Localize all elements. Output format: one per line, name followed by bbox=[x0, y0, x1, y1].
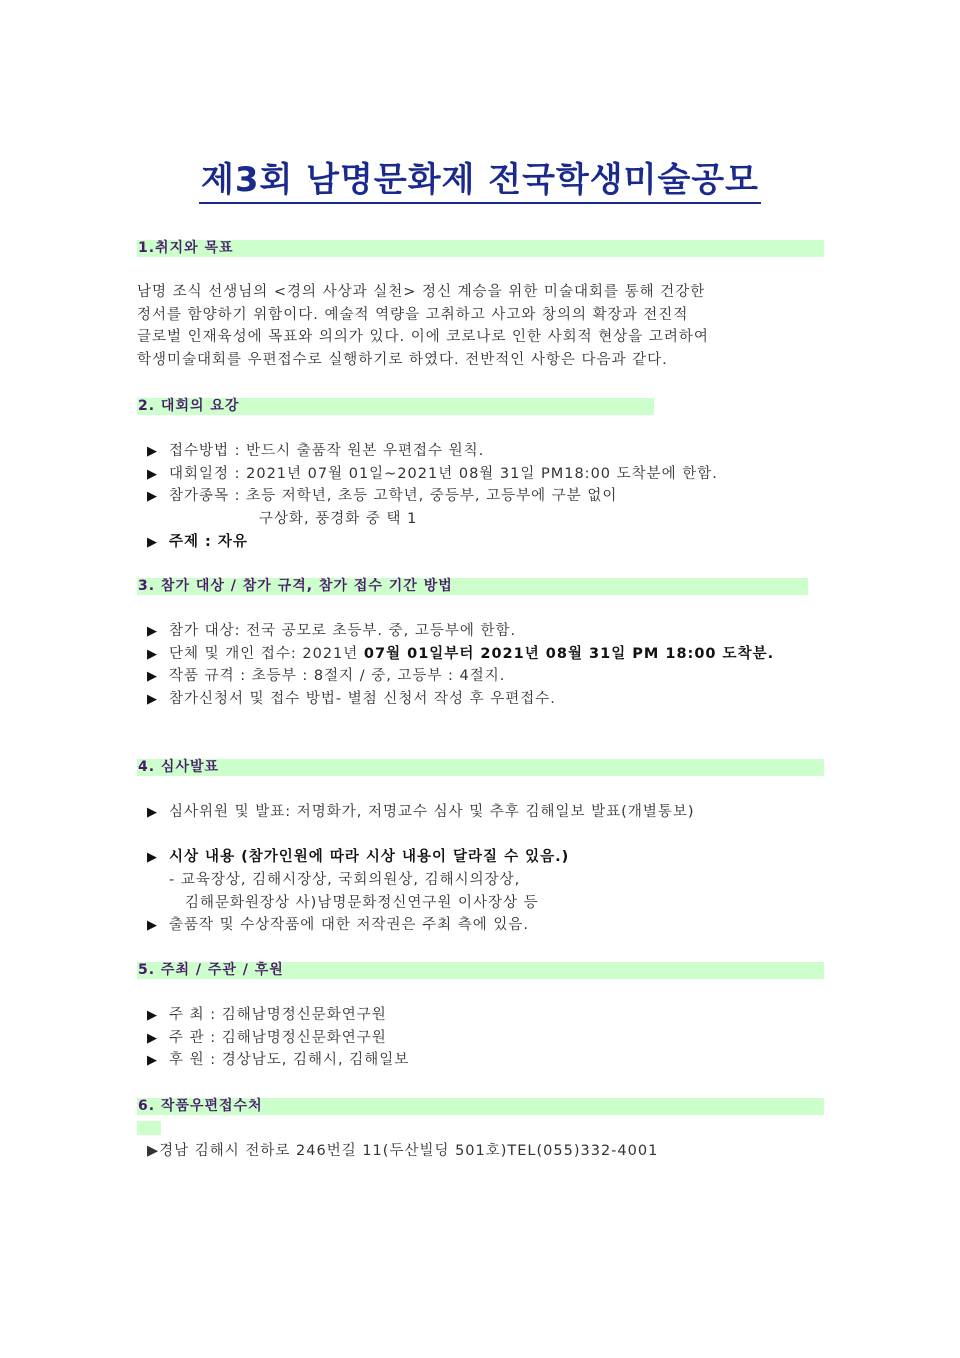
arrow-right-icon: ▶ bbox=[147, 918, 158, 934]
list-item: ▶ 대회일정 : 2021년 07월 01일~2021년 08월 31일 PM18:00 도착분에 한함. bbox=[137, 463, 718, 486]
list-item: ▶ 주 최 : 김해남명정신문화연구원 bbox=[137, 1004, 409, 1027]
list-item-theme: ▶ 주제 : 자유 bbox=[137, 531, 718, 554]
section-header-judging: 4. 심사발표 bbox=[137, 759, 824, 776]
paragraph-line: 학생미술대회를 우편접수로 실행하기로 하였다. 전반적인 사항은 다음과 같다. bbox=[137, 352, 668, 369]
section-header-eligibility: 3. 참가 대상 / 참가 규격, 참가 접수 기간 방법 bbox=[137, 578, 808, 595]
section-header-purpose: 1.취지와 목표 bbox=[137, 240, 824, 257]
page-title bbox=[0, 152, 960, 201]
arrow-right-icon: ▶ bbox=[147, 646, 158, 662]
paragraph-line: 정서를 함양하기 위함이다. 예술적 역량을 고취하고 사고와 창의의 확장과 전진적 bbox=[137, 306, 689, 323]
arrow-right-icon: ▶ bbox=[147, 1053, 158, 1069]
list-item-awards: ▶ 시상 내용 (참가인원에 따라 시상 내용이 달라질 수 있음.) bbox=[137, 846, 695, 869]
list-item: ▶ 참가신청서 및 접수 방법- 별첨 신청서 작성 후 우편접수. bbox=[137, 688, 774, 711]
list-item: ▶ 주 관 : 김해남명정신문화연구원 bbox=[137, 1027, 409, 1050]
arrow-right-icon: ▶ bbox=[147, 1030, 158, 1046]
list-item: ▶ 단체 및 개인 접수: 2021년 07월 01일부터 2021년 08월 31일 PM 18:00 도착분. bbox=[137, 643, 774, 666]
section-header-outline: 2. 대회의 요강 bbox=[137, 398, 654, 415]
outline-list bbox=[137, 440, 718, 553]
list-item-continuation: 구상화, 풍경화 중 택 1 bbox=[259, 511, 418, 528]
arrow-right-icon: ▶ bbox=[147, 669, 158, 685]
list-item: ▶ 접수방법 : 반드시 출품작 원본 우편접수 원칙. bbox=[137, 440, 718, 463]
purpose-paragraph bbox=[137, 281, 709, 372]
list-item: ▶ 작품 규격 : 초등부 : 8절지 / 중, 고등부 : 4절지. bbox=[137, 665, 774, 688]
arrow-right-icon: ▶ bbox=[147, 624, 158, 639]
arrow-right-icon: ▶ bbox=[147, 466, 158, 482]
awards-detail: - 교육장상, 김해시장상, 국회의원상, 김해시의장상, bbox=[169, 872, 521, 889]
judging-list bbox=[137, 801, 695, 937]
list-item: ▶ 심사위원 및 발표: 저명화가, 저명교수 심사 및 추후 김해일보 발표(개별통보) bbox=[137, 801, 695, 824]
address-line bbox=[147, 1140, 658, 1163]
title-text: 제3회 남명문화제 전국학생미술공모 bbox=[199, 160, 761, 204]
arrow-right-icon: ▶ bbox=[147, 1008, 158, 1023]
organizers-list bbox=[137, 1004, 409, 1072]
arrow-right-icon: ▶ bbox=[147, 692, 158, 708]
list-item: ▶ 참가 대상: 전국 공모로 초등부. 중, 고등부에 한함. bbox=[137, 620, 774, 643]
eligibility-list bbox=[137, 620, 774, 711]
arrow-right-icon: ▶ bbox=[147, 534, 158, 550]
list-item: ▶ 후 원 : 경상남도, 김해시, 김해일보 bbox=[137, 1049, 409, 1072]
paragraph-line: 남명 조식 선생님의 <경의 사상과 실천> 정신 계승을 위한 미술대회를 통해 건강한 bbox=[137, 284, 706, 300]
awards-detail: 김해문화원장상 사)남명문화정신연구원 이사장상 등 bbox=[185, 894, 539, 911]
arrow-right-icon: ▶ bbox=[147, 805, 158, 820]
list-item: ▶ 참가종목 : 초등 저학년, 초등 고학년, 중등부, 고등부에 구분 없이 bbox=[137, 485, 718, 508]
section-header-submission-address: 6. 작품우편접수처 bbox=[137, 1098, 824, 1115]
arrow-right-icon: ▶ bbox=[147, 444, 158, 459]
arrow-right-icon: ▶ bbox=[147, 489, 158, 505]
highlight-block bbox=[137, 1121, 161, 1135]
address-text: ▶경남 김해시 전하로 246번길 11(두산빌딩 501호)TEL(055)332-4001 bbox=[147, 1143, 659, 1159]
list-item: ▶ 출품작 및 수상작품에 대한 저작권은 주최 측에 있음. bbox=[137, 914, 695, 937]
section-header-organizers: 5. 주최 / 주관 / 후원 bbox=[137, 962, 824, 979]
paragraph-line: 글로벌 인재육성에 목표와 의의가 있다. 이에 코로나로 인한 사회적 현상을 고려하여 bbox=[137, 329, 709, 346]
arrow-right-icon: ▶ bbox=[147, 850, 158, 866]
